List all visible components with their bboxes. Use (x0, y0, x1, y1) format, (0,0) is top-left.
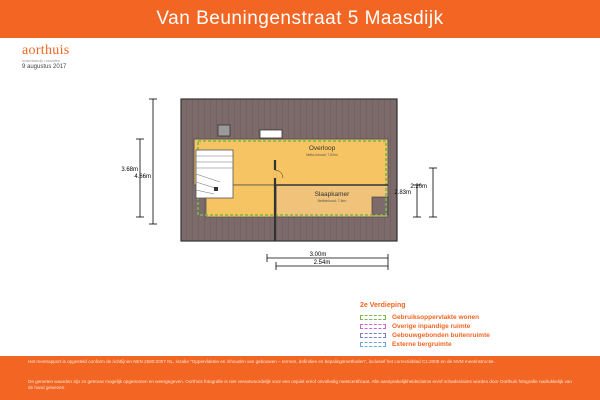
legend-swatch-wonen (360, 315, 386, 320)
room-area-slaapkamer: Nettoinhoud: 7.8m² (317, 199, 347, 203)
legend-swatch-overige (360, 324, 386, 329)
legend-label: Gebruiksoppervlakte wonen (392, 314, 480, 321)
legend-swatch-berging (360, 342, 386, 347)
chimney (218, 125, 230, 136)
legend-label: Gebouwgebonden buitenruimte (392, 332, 490, 339)
roof-window (260, 130, 282, 138)
legend-label: Externe bergruimte (392, 341, 452, 348)
room-label-slaapkamer: Slaapkamer (314, 191, 350, 198)
disclaimer-liability: De gemeten waarden zijn zo getrouw mogelijk opgenomen en weergegeven. Oorthuis fotografie is niet verantwoordelijk voor een onjuist en/of onvolledig meetcertificaat. Alle aansprakelijkheidsclaims en/of schadeclaims worden door Oorthuis fotografie nadrukkelijk van de hand gewezen. (28, 379, 572, 390)
stair-post (214, 187, 218, 191)
dim-bottom-outer: 3.00m (309, 252, 327, 258)
logo-name: aorthuis (22, 43, 70, 58)
legend-swatch-buitenruimte (360, 333, 386, 338)
page-title: Van Beuningenstraat 5 Maasdijk (156, 8, 444, 29)
dim-left-inner: 3.68m (121, 167, 138, 173)
disclaimer-measurement: Het meetrapport is opgesteld conform de richtlijnen NEN 2580:2007 NL, inzake "Oppervlakten en inhouden van gebouwen – termen, definities en bepalingsmethoden", inclusief het correctieblad C1:2008 en de NVM meetinstructie. (28, 359, 495, 364)
footer-disclaimer (0, 356, 600, 400)
dim-left-outer: 4.66m (134, 174, 151, 180)
legend-item (360, 313, 490, 322)
legend-title: 2e Verdieping (360, 302, 406, 309)
legend-item (360, 322, 490, 331)
dim-right-outer: 2.20m (410, 184, 427, 190)
legend-item (360, 340, 490, 349)
room-label-overloop: Overloop (308, 145, 336, 152)
legend-label: Overige inpandige ruimte (392, 323, 471, 330)
dim-right-inner: 2.83m (394, 190, 411, 196)
legend (360, 302, 490, 349)
legend-item (360, 331, 490, 340)
report-date: 9 augustus 2017 (22, 64, 67, 70)
logo-tagline: makelaardij • taxaties (22, 58, 60, 63)
dim-bottom-inner: 2.54m (313, 260, 331, 266)
room-area-overloop: Netto-inhoud: 7.62m² (306, 153, 338, 157)
